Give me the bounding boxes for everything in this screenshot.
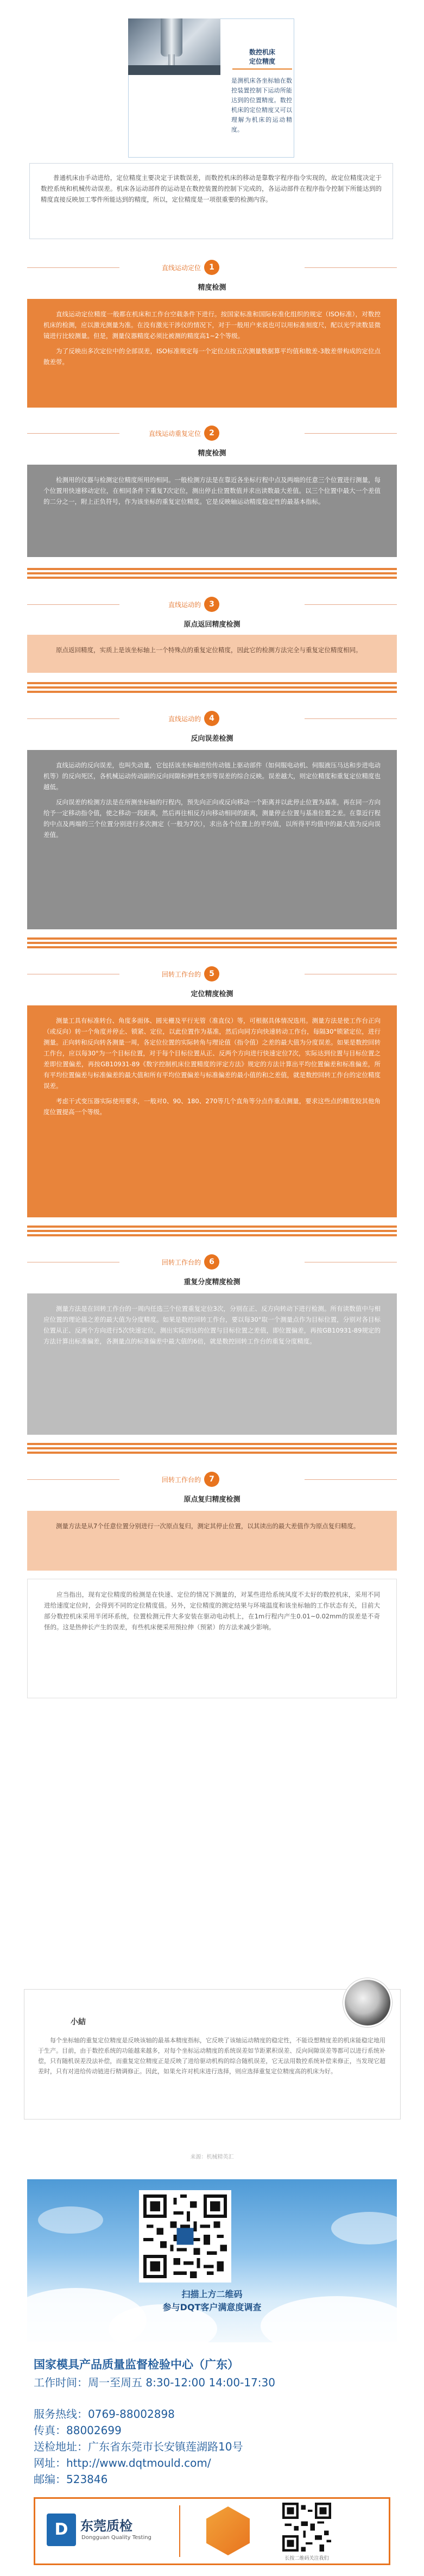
section-tag: 回转工作台的 bbox=[161, 971, 201, 978]
section-content-box bbox=[27, 1005, 397, 1217]
intro-paragraph: 普通机床由手动进给，定位精度主要决定于读数误差，而数控机床的移动是靠数字程序指令实现的，故定位精度决定于数控系统和机械传动误差。机床各运动部件的运动是在数控装置的控制下完成的，各运动部件在程序指令控制下所能达到的精度直接反映加工零件所能达到的精度，所以，定位精度是一项很重要的检测内容。 bbox=[41, 174, 382, 203]
footer-divider bbox=[179, 2505, 180, 2557]
section-content-box bbox=[27, 465, 397, 557]
section-heading bbox=[0, 1467, 424, 1495]
section-content-box bbox=[27, 1511, 397, 1571]
survey-caption-line2: 参与DQT客户满意度调查 bbox=[162, 2302, 262, 2312]
section-number-badge: 2 bbox=[204, 426, 219, 441]
section-heading bbox=[0, 706, 424, 734]
section-divider-stripes bbox=[27, 682, 397, 695]
intro-title: 数控机床 定位精度 bbox=[232, 48, 292, 70]
section-paragraph: 直线运动的反向误差，也叫失动量，它包括该坐标轴进给传动链上驱动部件（如伺服电动机、伺服液压马达和步进电动机等）的反向死区，各机械运动传动副的反向间隙和弹性变形等误差的综合反映。误差越大，则定位精度和重复定位精度也越低。 bbox=[43, 761, 381, 791]
section-tag: 直线运动的 bbox=[168, 715, 201, 723]
section-content-box bbox=[27, 1293, 397, 1435]
author-avatar bbox=[343, 1978, 392, 2027]
section-tag: 直线运动定位 bbox=[161, 264, 201, 272]
author-name: 小結 bbox=[71, 2018, 86, 2027]
section-paragraph: 测量工具有标准转台、角度多面体、圆光栅及平行光管（准直仪）等，可根据具体情况选用。测量方法是使工作台正向（或反向）转一个角度并停止、锁紧、定位，以此位置作为基准，然后向同方向快速转动工作台，每隔30°锁紧定位，进行测量。正向转和反向转各测量一周，各定位位置的实际转角与理论值（指令值）之差的最大值为分度误差。如果是数控回转工作台，应以每30°为一个目标位置，对于每个目标位置从正、反两个方向进行快速定位7次，实际达到位置与目标位置之差即位置偏差，再按GB10931-89《数字控制机床位置精度的评定方法》规定的方法计算出平均位置偏差和标准偏差，所有平均位置偏差与标准偏差的最大值和所有平均位置偏差与标准偏差的最小值的和之差值，就是数控回转工作台的定位精度误差。 bbox=[43, 1017, 381, 1090]
section-content-box bbox=[27, 1579, 397, 1698]
section-paragraph: 测量方法是从7个任意位置分别进行一次原点复归，测定其停止位置，以其读出的最大差值作为原点复归精度。 bbox=[56, 1522, 360, 1530]
section-title: 重复分度精度检测 bbox=[183, 1278, 241, 1286]
section-tag: 回转工作台的 bbox=[161, 1259, 201, 1266]
section-content-box bbox=[27, 635, 397, 673]
section-content-box bbox=[27, 750, 397, 929]
section-heading bbox=[0, 255, 424, 283]
section-title: 定位精度检测 bbox=[191, 990, 233, 998]
section-heading bbox=[0, 1250, 424, 1277]
source-note: 来源：机械精英汇 bbox=[190, 2154, 234, 2160]
website-link[interactable]: 网址：http://www.dqtmould.com/ bbox=[34, 2456, 211, 2469]
author-text: 每个坐标轴的重复定位精度是反映该轴的最基本精度指标，它反映了该轴运动精度的稳定性，不能设想精度差的机床能稳定地用于生产。目前，由于数控系统的功能越来越多，对每个坐标运动精度的系统误差如节距累积误差、反向间隙误差等都可以进行系统补偿，只有随机误差没法补偿，而重复定位精度正是反映了进给驱动机构的综合随机误差，它无法用数控系统补偿来修正，当发现它超差时，只有对进给传动链进行精调修正。因此，如果允许对机床进行选择，则应选择重复定位精度高的机床为好。 bbox=[38, 2037, 385, 2075]
section-paragraph: 为了反映出多次定位中的全部误差，ISO标准规定每一个定位点按五次测量数据算平均值和散差-3散差带构成的定位点散差带。 bbox=[43, 347, 381, 366]
section-divider-stripes bbox=[27, 1443, 397, 1456]
intro-text: 是测机床各坐标轴在数控装置控制下运动所能达到的位置精度。数控机床的定位精度又可以理解为机床的运动精度。 bbox=[231, 77, 292, 133]
section-title: 精度检测 bbox=[198, 284, 226, 292]
section-paragraph: 直线运动定位精度一般都在机床和工作台空载条件下进行。按国家标准和国际标准化组织的规定（ISO标准），对数控机床的检测，应以激光测量为准。在没有激光干涉仪的情况下，对于一般用户来说也可以用标准刻度尺，配以光学读数显微镜进行比较测量。但是，测量仪器精度必须比被测的精度高1~2个等级。 bbox=[43, 310, 381, 340]
section-title: 反向误差检测 bbox=[191, 735, 233, 743]
section-content-box bbox=[27, 299, 397, 408]
logo-text-en: Dongguan Quality Testing bbox=[81, 2535, 151, 2541]
section-tag: 直线运动的 bbox=[168, 601, 201, 609]
section-tag: 直线运动重复定位 bbox=[148, 430, 201, 437]
cnc-machine-image bbox=[128, 18, 220, 75]
section-divider-stripes bbox=[27, 1226, 397, 1239]
delivery-address: 送检地址：广东省东莞市长安镇莲湖路10号 bbox=[34, 2440, 243, 2453]
section-heading bbox=[0, 962, 424, 989]
work-hours: 工作时间：周一至周五 8:30-12:00 14:00-17:30 bbox=[34, 2376, 275, 2389]
qr-code-icon bbox=[143, 2194, 227, 2278]
section-heading bbox=[0, 592, 424, 620]
section-number-badge: 3 bbox=[204, 597, 219, 612]
section-title: 原点复归精度检测 bbox=[183, 1496, 241, 1504]
section-paragraph: 反向误差的检测方法是在所测坐标轴的行程内，预先向正向或反向移动一个距离并以此停止位置为基准，再在同一方向给予一定移动指令值，使之移动一段距离，然后再往相反方向移动相同的距离，测量停止位置与基准位置之差。在靠近行程的中点及两端的三个位置分别进行多次测定（一般为7次），求出各个位置上的平均值，以所得平均值中的最大值为反向误差值。 bbox=[43, 798, 381, 839]
postcode: 邮编：523846 bbox=[34, 2473, 108, 2486]
survey-qr-code[interactable] bbox=[139, 2190, 231, 2283]
follow-qr-caption: 长按二维码关注我们 bbox=[284, 2556, 329, 2561]
section-number-badge: 5 bbox=[204, 966, 219, 981]
fax-number: 传真：88002699 bbox=[34, 2424, 122, 2437]
section-title: 精度检测 bbox=[198, 449, 226, 458]
qr-code-icon bbox=[282, 2503, 331, 2552]
section-paragraph: 原点返回精度，实质上是该坐标轴上一个特殊点的重复定位精度，因此它的检测方法完全与重复定位精度相同。 bbox=[56, 646, 362, 654]
intro-paragraph-box bbox=[29, 163, 393, 239]
dqt-logo-icon: D bbox=[47, 2514, 76, 2546]
section-paragraph: 测量方法是在回转工作台的一周内任选三个位置重复定位3次，分别在正、反方向转动下进行检测。所有读数值中与相应位置的理论值之差的最大值为分度精度。如果是数控回转工作台，要以每30°取一个测量点作为目标位置，分别对各目标位置从正、反两个方向进行5次快速定位，测出实际到达的位置与目标位置之差值，即位置偏差，再按GB10931-89规定的方法计算出标准偏差，各测量点的标准偏差中最大值的6倍，就是数控回转工作台的重复分度精度。 bbox=[43, 1305, 381, 1345]
org-name: 国家模具产品质量监督检验中心（广东） bbox=[34, 2358, 239, 2371]
survey-caption bbox=[27, 2288, 397, 2314]
section-title: 原点返回精度检测 bbox=[183, 621, 241, 629]
section-heading bbox=[0, 421, 424, 448]
section-number-badge: 1 bbox=[204, 260, 219, 275]
section-number-badge: 4 bbox=[204, 711, 219, 726]
logo-text-cn: 东莞质检 bbox=[80, 2518, 132, 2534]
section-paragraph: 考虑干式变压器实际使用要求，一般对0、90、180、270等几个直角等分点作重点测量，要求这些点的精度较其他角度位置提高一个等级。 bbox=[43, 1097, 381, 1116]
section-divider-stripes bbox=[27, 937, 397, 951]
section-tag: 回转工作台的 bbox=[161, 1476, 201, 1484]
section-paragraph: 应当指出，现有定位精度的检测是在快速、定位的情况下测量的，对某些进给系统风度不太好的数控机床，采用不同进给速度定位时，会得到不同的定位精度值。另外，定位精度的测定结果与环境温度和该坐标轴的工作状态有关，目前大部分数控机床采用半闭环系统，位置检测元件大多安装在驱动电动机上，在1m行程内产生0.01~0.02mm的误差是不奇怪的。这是热伸长产生的误差，有些机床便采用预拉伸（预紧）的方法来减少影响。 bbox=[44, 1591, 380, 1631]
section-number-badge: 7 bbox=[204, 1472, 219, 1487]
section-number-badge: 6 bbox=[204, 1254, 219, 1270]
follow-qr-code[interactable] bbox=[282, 2503, 331, 2552]
section-paragraph: 检测用的仪器与检测定位精度所用的相同。一般检测方法是在靠近各坐标行程中点及两端的任意三个位置进行测量，每个位置用快速移动定位，在相同条件下重复7次定位，测出停止位置数值并求出读数最大差值。以三个位置中最大一个差值的二分之一，附上正负符号，作为该坐标的重复定位精度。它是反映轴运动精度稳定性的最基本指标。 bbox=[43, 476, 381, 505]
survey-caption-line1: 扫描上方二维码 bbox=[181, 2289, 243, 2299]
service-hotline[interactable]: 服务热线：0769-88002898 bbox=[34, 2408, 175, 2421]
section-divider-stripes bbox=[27, 568, 397, 581]
